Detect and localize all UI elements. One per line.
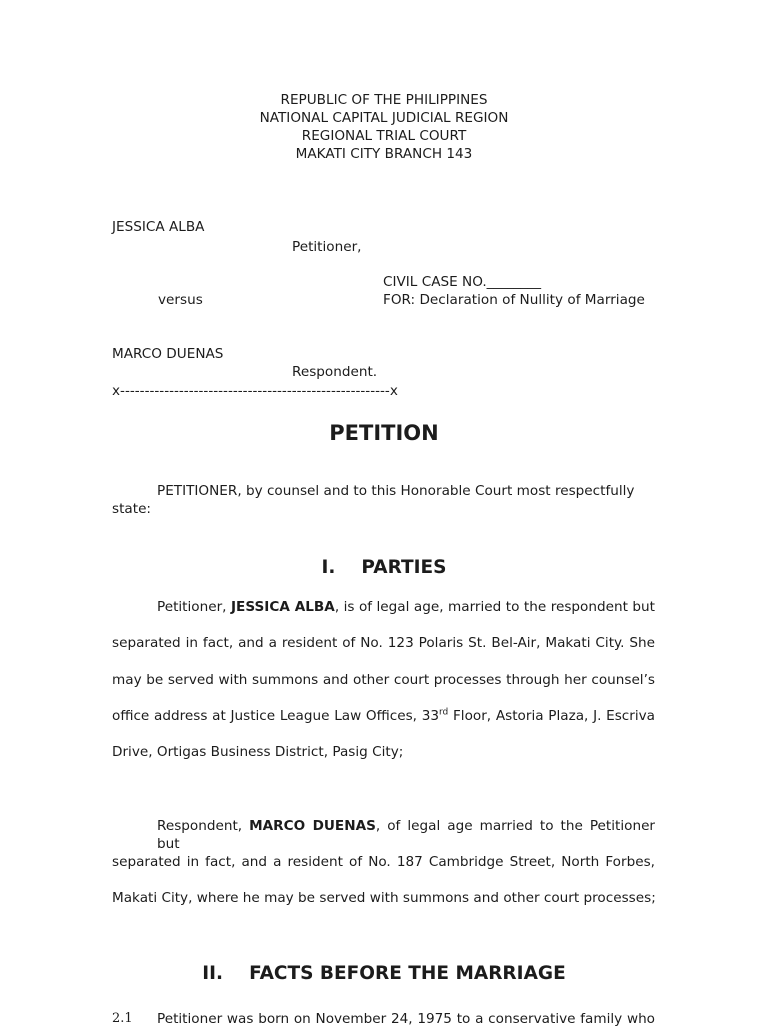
para-text: , of legal age married to the Petitioner but: [157, 818, 656, 852]
section-title: PARTIES: [361, 557, 447, 578]
petitioner-para-line-3: may be served with summons and other court processes through her counsel’s: [112, 672, 655, 688]
petitioner-para-line-4: [112, 707, 655, 725]
court-header-region: NATIONAL CAPITAL JUDICIAL REGION: [259, 110, 509, 126]
para-text: office address at Justice League Law Offices, 33: [112, 708, 440, 724]
section-heading-parties: [0, 556, 768, 580]
respondent-para-line-1: [157, 817, 655, 853]
respondent-label: Respondent.: [292, 364, 378, 380]
para-text: Petitioner,: [157, 599, 231, 615]
section-title: FACTS BEFORE THE MARRIAGE: [249, 963, 566, 984]
respondent-para-line-3: Makati City, where he may be served with summons and other court processes;: [112, 890, 656, 906]
respondent-name: MARCO DUENAS: [112, 346, 224, 362]
versus-label: versus: [158, 292, 203, 308]
petitioner-name: JESSICA ALBA: [112, 219, 205, 235]
para-text: Respondent,: [157, 818, 250, 834]
intro-line-1: PETITIONER, by counsel and to this Honorable Court most respectfully: [157, 483, 635, 499]
section-numeral: I.: [321, 557, 336, 578]
caption-divider: x-------------------------------------------------------x: [112, 383, 398, 399]
court-header-branch: MAKATI CITY BRANCH 143: [295, 146, 473, 162]
paragraph-number: 2.1: [112, 1011, 133, 1026]
petitioner-name-bold: JESSICA ALBA: [230, 599, 335, 615]
ordinal-suffix: rd: [439, 707, 449, 718]
court-header-republic: REPUBLIC OF THE PHILIPPINES: [280, 92, 488, 108]
para-text: , is of legal age, married to the respondent but: [334, 599, 655, 615]
court-header-court: REGIONAL TRIAL COURT: [301, 128, 467, 144]
civil-case-number: CIVIL CASE NO.________: [383, 274, 542, 290]
para-2-1-line-1: Petitioner was born on November 24, 1975 to a conservative family who: [157, 1011, 655, 1027]
document-title: PETITION: [329, 421, 439, 445]
para-text: Floor, Astoria Plaza, J. Escriva: [448, 708, 655, 724]
intro-line-2: state:: [112, 501, 152, 517]
petitioner-label: Petitioner,: [292, 239, 362, 255]
petitioner-para-line-1: [157, 598, 655, 616]
section-heading-facts: [0, 962, 768, 986]
petitioner-para-line-2: separated in fact, and a resident of No. 123 Polaris St. Bel-Air, Makati City. She: [112, 635, 655, 651]
respondent-para-line-2: separated in fact, and a resident of No. 187 Cambridge Street, North Forbes,: [112, 854, 655, 870]
case-nature: FOR: Declaration of Nullity of Marriage: [383, 292, 645, 308]
section-numeral: II.: [202, 963, 224, 984]
petitioner-para-line-5: Drive, Ortigas Business District, Pasig City;: [112, 744, 404, 760]
respondent-name-bold: MARCO DUENAS: [249, 818, 376, 834]
